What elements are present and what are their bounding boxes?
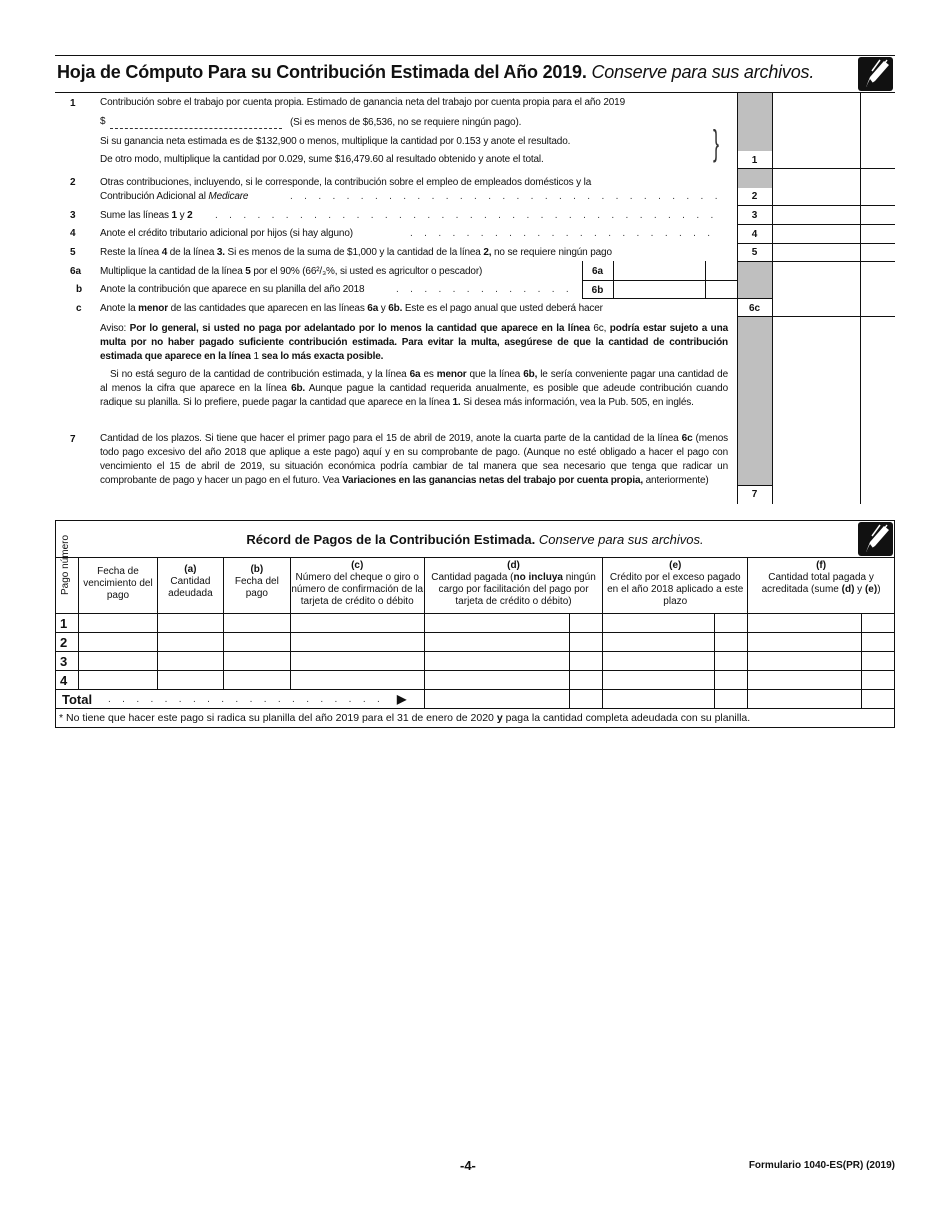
payment-number: 4 [56, 671, 79, 690]
text-segment: 3. [216, 247, 225, 258]
overpayment-credit-cents[interactable] [715, 633, 748, 652]
header-f [748, 558, 895, 614]
dot-leader [410, 228, 720, 239]
header-text: ) [877, 584, 881, 595]
row-divider [737, 261, 895, 262]
header-text: Cantidad adeudada [168, 576, 213, 599]
line4-text: Anote el crédito tributario adicional por hijos (si hay alguno) [100, 228, 353, 239]
top-rule [55, 55, 895, 56]
line6b-text: Anote la contribución que aparece en su planilla del año 2018 [100, 284, 365, 295]
box-label-6a: 6a [591, 266, 604, 277]
overpayment-credit[interactable] [603, 652, 715, 671]
line-number: b [76, 284, 83, 295]
line2-text-b [100, 191, 248, 203]
box-label-3: 3 [751, 210, 758, 221]
check-number[interactable] [290, 614, 424, 633]
check-number[interactable] [290, 633, 424, 652]
text-segment: anteriormente) [643, 475, 709, 486]
record-title-sub: Conserve para sus archivos. [538, 531, 704, 547]
text-segment: 6c, [593, 323, 607, 334]
total-paid-cents[interactable] [861, 633, 894, 652]
total-label: Total [62, 691, 93, 707]
shaded-cell [737, 169, 772, 188]
text-segment: (menos todo pago excesivo del año 2018 que aplique a este pago) aquí y en su comprobante de pago. (Aunque no esté obligado a hacer el pago con vencimiento el 15 de abril de 2019, su situación económica podría cambiar de tal manera que sea necesario que tenga que radicar un comprobante de pago y hacer un pago en el futuro. Vea [100, 433, 728, 486]
text-segment: de la línea [167, 247, 217, 258]
line-number: 6a [70, 266, 82, 277]
payment-number: 2 [56, 633, 79, 652]
overpayment-credit[interactable] [603, 633, 715, 652]
check-number[interactable] [290, 652, 424, 671]
dot-leader [290, 191, 720, 202]
brace-icon: } [713, 122, 720, 163]
text-segment: 6a [409, 369, 421, 380]
text-segment: Si desea más información, vea la Pub. 505, en inglés. [460, 397, 694, 408]
box-label-2: 2 [751, 191, 758, 202]
footnote-text: paga la cantidad completa adeudada con su planilla. [502, 712, 751, 724]
amount-paid-cents[interactable] [570, 614, 603, 633]
line-number: c [76, 303, 82, 314]
line6a-text [100, 266, 482, 278]
net-earnings-field[interactable] [110, 128, 282, 129]
amount-paid-cents[interactable] [570, 633, 603, 652]
header-text-bold: no incluya [513, 572, 563, 583]
amount-due[interactable] [157, 652, 223, 671]
text-segment: no se requiere ningún pago [491, 247, 612, 258]
line6b-amount-field[interactable] [614, 281, 705, 298]
text-segment: Si es menos de la suma de $1,000 y la cantidad de la línea [224, 247, 484, 258]
header-c [290, 558, 424, 614]
text-segment: le sería conveniente pagar una cantidad de al menos la cifra que aparece en la línea [100, 369, 728, 394]
header-text: ningún cargo por facilitación del pago por tarjeta de crédito o débito) [438, 572, 596, 607]
total-paid[interactable] [748, 633, 862, 652]
form-id: Formulario 1040-ES(PR) (2019) [748, 1160, 895, 1171]
total-paid[interactable] [748, 671, 862, 690]
text-segment: 6b. [388, 303, 403, 314]
warning-paragraph [100, 322, 728, 364]
header-letter: (b) [250, 564, 264, 575]
row-divider [737, 298, 772, 299]
header-letter: (e) [669, 560, 682, 571]
total-paid[interactable] [748, 614, 862, 633]
payment-number: 1 [56, 614, 79, 633]
overpayment-credit[interactable] [603, 614, 715, 633]
line5-text [100, 247, 612, 259]
line3-amount-field[interactable] [773, 206, 860, 224]
line1-rule-b: De otro modo, multiplique la cantidad por 0.029, sume $16,479.60 al resultado obtenido y anote el total. [100, 154, 544, 165]
text-segment: Variaciones en las ganancias netas del trabajo por cuenta propia, [342, 475, 644, 486]
overpayment-credit[interactable] [603, 671, 715, 690]
text-segment: y [378, 303, 389, 314]
total-e[interactable] [603, 690, 715, 709]
warning-paragraph-2 [100, 368, 728, 410]
total-paid-cents[interactable] [861, 671, 894, 690]
payment-row [56, 671, 895, 690]
total-d-cents[interactable] [570, 690, 603, 709]
line1-rule-a: Si su ganancia neta estimada es de $132,900 o menos, multiplique la cantidad por 0.153 y anote el resultado. [100, 136, 571, 147]
header-letter: (a) [184, 564, 197, 575]
text-segment: menor [436, 369, 467, 380]
payment-date[interactable] [223, 633, 290, 652]
line7-amount-field[interactable] [773, 317, 860, 504]
total-paid-cents[interactable] [861, 652, 894, 671]
text-segment: 6b. [291, 383, 306, 394]
text-segment: es [420, 369, 437, 380]
payment-date[interactable] [223, 614, 290, 633]
payment-number: 3 [56, 652, 79, 671]
line-number: 3 [70, 210, 76, 221]
payment-row [56, 633, 895, 652]
line3-text [100, 210, 192, 222]
dollar-sign: $ [100, 116, 106, 127]
box-label-6b: 6b [591, 285, 604, 296]
text-segment: 6b, [523, 369, 538, 380]
total-f-cents[interactable] [861, 690, 894, 709]
text-segment: Anote la [100, 303, 139, 314]
col-divider [860, 93, 861, 504]
box-label-6c: 6c [748, 303, 761, 314]
header-text: y [854, 584, 865, 595]
payment-record-table [55, 520, 895, 728]
shaded-cell [737, 261, 772, 298]
text-segment: 1. [452, 397, 461, 408]
line6c-amount-field[interactable] [773, 299, 860, 316]
text-segment: de las cantidades que aparecen en las líneas [167, 303, 368, 314]
amount-paid[interactable] [424, 614, 570, 633]
check-number[interactable] [290, 671, 424, 690]
row-divider [582, 298, 737, 299]
line-number: 1 [70, 98, 76, 109]
amount-paid-cents[interactable] [570, 652, 603, 671]
line2-amount-field[interactable] [773, 169, 860, 205]
shaded-cell [737, 93, 772, 151]
overpayment-credit-cents[interactable] [715, 671, 748, 690]
footnote-text: * No tiene que hacer este pago si radica su planilla del año 2019 para el 31 de enero de 2020 [59, 712, 497, 724]
overpayment-credit-cents[interactable] [715, 614, 748, 633]
text-segment: 2 [187, 210, 193, 221]
line7-text [100, 432, 728, 488]
text-segment: podría estar sujeto a una multa por no haber pagado suficiente contribución estimada. Para evitar la multa, asegúrese de que la cantidad de contribución estimada que aparece en la línea [100, 323, 728, 362]
text-segment: y [176, 210, 188, 221]
footnote-bold: y [496, 712, 503, 724]
header-fecha: Fecha de vencimiento del pago [78, 558, 157, 614]
amount-paid[interactable] [424, 633, 570, 652]
header-text: Número del cheque o giro o número de confirmación de la tarjeta de crédito o débito [291, 572, 424, 607]
text-segment: Contribución Adicional al [100, 191, 209, 202]
record-title [56, 521, 895, 558]
text-segment: Aviso: [100, 323, 127, 334]
line-number: 2 [70, 177, 76, 188]
worksheet-title [57, 62, 814, 83]
text-segment: Aunque pague la cantidad requerida anualmente, es posible que adeude contribución cuando radique su planilla. Si lo prefiere, puede pagar la cantidad que aparece en la línea [100, 383, 728, 408]
header-letter: (c) [351, 560, 364, 571]
header-text-bold: (d) [841, 584, 855, 595]
header-b [223, 558, 290, 614]
text-segment: 1 [253, 351, 259, 362]
amount-due[interactable] [157, 614, 223, 633]
footnote [56, 709, 895, 728]
text-segment: Medicare [208, 191, 249, 202]
header-letter: (d) [507, 560, 520, 571]
line4-amount-field[interactable] [773, 225, 860, 243]
text-segment: 2, [483, 247, 492, 258]
line5-amount-field[interactable] [773, 244, 860, 261]
total-row-label [56, 690, 425, 709]
box-label-1: 1 [751, 155, 758, 166]
payment-date[interactable] [223, 671, 290, 690]
dot-leader [396, 284, 576, 295]
due-date[interactable] [78, 652, 157, 671]
text-segment: Por lo general, si usted no paga por adelantado por lo menos la cantidad que aparece en la línea [126, 323, 594, 334]
row-divider [737, 485, 772, 486]
header-text: Crédito por el exceso pagado en el año 2018 aplicado a este plazo [607, 572, 744, 607]
payment-date[interactable] [223, 652, 290, 671]
payment-row [56, 614, 895, 633]
due-date[interactable] [78, 633, 157, 652]
header-e [603, 558, 748, 614]
text-segment: 4 [161, 247, 168, 258]
text-segment: Multiplique la cantidad de la línea [100, 266, 246, 277]
total-paid[interactable] [748, 652, 862, 671]
line-number: 7 [70, 434, 76, 445]
header-text: Cantidad pagada ( [431, 572, 514, 583]
text-segment: sea lo más exacta posible. [258, 351, 384, 362]
line1-text: Contribución sobre el trabajo por cuenta propia. Estimado de ganancia neta del trabajo por cuenta propia para el año 2019 [100, 97, 625, 108]
title-sub: Conserve para sus archivos. [591, 62, 815, 82]
amount-paid[interactable] [424, 652, 570, 671]
header-d [424, 558, 603, 614]
line-number: 4 [70, 228, 76, 239]
dot-leader [215, 210, 720, 221]
line1-amount-field[interactable] [773, 93, 860, 168]
box-label-7: 7 [751, 489, 758, 500]
text-segment: 1 [171, 210, 177, 221]
text-segment: Reste la línea [100, 247, 162, 258]
amount-paid-cents[interactable] [570, 671, 603, 690]
total-f[interactable] [748, 690, 862, 709]
text-segment: Sume las líneas [100, 210, 172, 221]
box-label-4: 4 [751, 229, 758, 240]
page-number: -4- [460, 1158, 476, 1173]
total-paid-cents[interactable] [861, 614, 894, 633]
text-segment: Cantidad de los plazos. Si tiene que hacer el primer pago para el 15 de abril de 2019, anote la cuarta parte de la cantidad de la línea [100, 433, 682, 444]
due-date[interactable] [78, 614, 157, 633]
amount-due[interactable] [157, 671, 223, 690]
box-label-5: 5 [751, 247, 758, 258]
line-number: 5 [70, 247, 76, 258]
header-pago [56, 534, 79, 614]
text-segment: Si no está seguro de la cantidad de contribución estimada, y la línea [110, 369, 410, 380]
shaded-cell [737, 317, 772, 485]
header-text: Fecha del pago [234, 576, 279, 599]
total-d[interactable] [424, 690, 570, 709]
pencil-icon [858, 57, 893, 91]
text-segment: 5 [245, 266, 251, 277]
line6a-amount-field[interactable] [614, 262, 705, 280]
arrow-right-icon: ▶ [397, 692, 407, 706]
text-segment: que la línea [466, 369, 524, 380]
header-text-bold: (e) [864, 584, 878, 595]
text-segment: 6c [681, 433, 693, 444]
due-date[interactable] [78, 671, 157, 690]
line6c-text [100, 303, 603, 315]
header-letter: (f) [816, 560, 827, 571]
payment-row [56, 652, 895, 671]
dot-leader [108, 694, 388, 705]
text-segment: por el 90% (66²/₃%, si usted es agricultor o pescador) [250, 266, 483, 277]
header-text: Cantidad total pagada y acreditada (sume [761, 572, 874, 595]
overpayment-credit-cents[interactable] [715, 652, 748, 671]
line2-text: Otras contribuciones, incluyendo, si le corresponde, la contribución sobre el empleo de empleados domésticos y la [100, 177, 592, 188]
line1-note: (Si es menos de $6,536, no se requiere ningún pago). [290, 117, 522, 128]
text-segment: Este es el pago anual que usted deberá hacer [402, 303, 603, 314]
total-e-cents[interactable] [715, 690, 748, 709]
title-main: Hoja de Cómputo Para su Contribución Estimada del Año 2019. [57, 62, 587, 82]
text-segment: menor [138, 303, 168, 314]
amount-due[interactable] [157, 633, 223, 652]
amount-paid[interactable] [424, 671, 570, 690]
record-title-main: Récord de Pagos de la Contribución Estimada. [246, 531, 536, 547]
pencil-icon [858, 522, 893, 556]
header-a [157, 558, 223, 614]
text-segment: 6a [367, 303, 379, 314]
header-pago-text: Pago número [60, 534, 71, 595]
